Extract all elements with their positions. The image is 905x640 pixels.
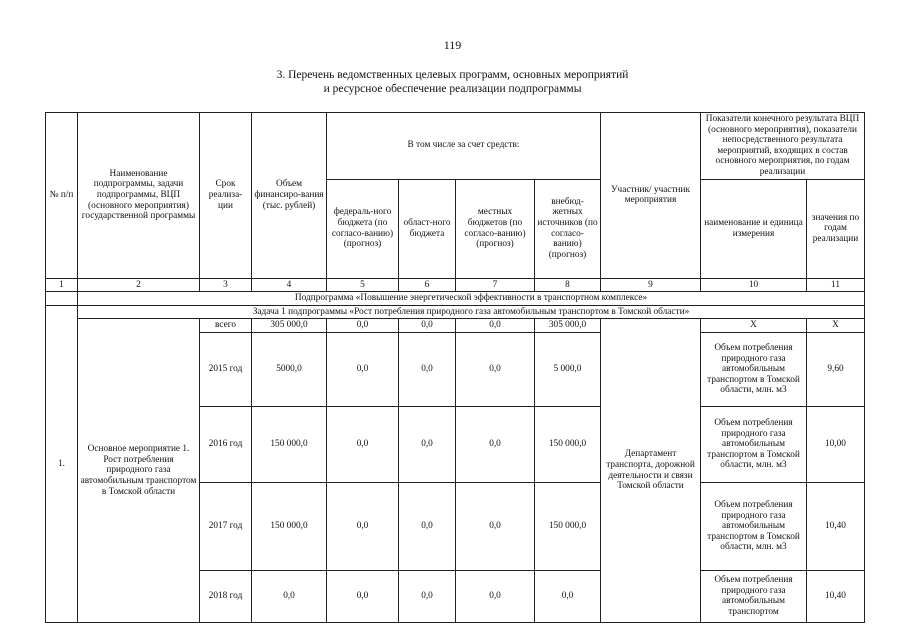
page-number: 119 xyxy=(443,38,462,52)
col-num: 2 xyxy=(78,278,200,292)
header-federal: федераль-ного бюджета (по согласо-ванию) (прогноз) xyxy=(327,179,399,278)
program-table xyxy=(45,112,865,623)
task-number: 1. xyxy=(46,305,78,622)
federal-cell: 0,0 xyxy=(327,406,399,482)
header-local: местных бюджетов (по согласо-ванию) (прогноз) xyxy=(456,179,535,278)
header-indicator: наименование и единица измерения xyxy=(701,179,807,278)
extra-cell: 150 000,0 xyxy=(535,482,601,570)
indicator-cell: Объем потребления природного газа автомобильным транспортом в Томской области, млн. м3 xyxy=(701,406,807,482)
period-cell: 2018 год xyxy=(200,570,252,622)
col-num: 3 xyxy=(200,278,252,292)
local-cell: 0,0 xyxy=(456,570,535,622)
period-cell: 2015 год xyxy=(200,332,252,406)
subprogram-title: Подпрограмма «Повышение энергетической эффективности в транспортном комплексе» xyxy=(78,292,865,306)
task-row xyxy=(46,305,865,319)
indicator-cell: Объем потребления природного газа автомобильным транспортом в Томской области, млн. м3 xyxy=(701,482,807,570)
indicator-cell: X xyxy=(701,319,807,333)
col-num: 9 xyxy=(601,278,701,292)
total-cell: 0,0 xyxy=(252,570,327,622)
local-cell: 0,0 xyxy=(456,332,535,406)
extra-cell: 150 000,0 xyxy=(535,406,601,482)
extra-cell: 5 000,0 xyxy=(535,332,601,406)
header-regional: област-ного бюджета xyxy=(399,179,456,278)
header-results-group: Показатели конечного результата ВЦП (основного мероприятия), показатели непосредственного результата мероприятий, входящих в состав основного мероприятия, по годам реализации xyxy=(701,113,865,180)
activity-name: Основное мероприятие 1. Рост потребления природного газа автомобильным транспортом в Томской области xyxy=(78,319,200,623)
col-num: 1 xyxy=(46,278,78,292)
col-num: 11 xyxy=(807,278,865,292)
regional-cell: 0,0 xyxy=(399,332,456,406)
value-cell: 9,60 xyxy=(807,332,865,406)
total-row xyxy=(46,319,865,333)
participant: Департамент транспорта, дорожной деятельности и связи Томской области xyxy=(601,319,701,623)
col-num: 7 xyxy=(456,278,535,292)
total-cell: 5000,0 xyxy=(252,332,327,406)
value-cell: 10,40 xyxy=(807,570,865,622)
regional-cell: 0,0 xyxy=(399,319,456,333)
header-values: значения по годам реализации xyxy=(807,179,865,278)
federal-cell: 0,0 xyxy=(327,570,399,622)
subprogram-row xyxy=(46,292,865,306)
col-num: 6 xyxy=(399,278,456,292)
header-extra: внебюд-жетных источников (по согласо-ванию) (прогноз) xyxy=(535,179,601,278)
period-cell: всего xyxy=(200,319,252,333)
federal-cell: 0,0 xyxy=(327,482,399,570)
period-cell: 2016 год xyxy=(200,406,252,482)
local-cell: 0,0 xyxy=(456,482,535,570)
header-period: Срок реализа-ции xyxy=(200,113,252,279)
local-cell: 0,0 xyxy=(456,319,535,333)
header-name: Наименование подпрограммы, задачи подпрограммы, ВЦП (основного мероприятия) государственной программы xyxy=(78,113,200,279)
federal-cell: 0,0 xyxy=(327,332,399,406)
regional-cell: 0,0 xyxy=(399,570,456,622)
col-num: 10 xyxy=(701,278,807,292)
header-participant: Участник/ участник мероприятия xyxy=(601,113,701,279)
federal-cell: 0,0 xyxy=(327,319,399,333)
col-num: 4 xyxy=(252,278,327,292)
value-cell: 10,00 xyxy=(807,406,865,482)
header-number: № п/п xyxy=(46,113,78,279)
value-cell: 10,40 xyxy=(807,482,865,570)
col-num: 5 xyxy=(327,278,399,292)
indicator-cell: Объем потребления природного газа автомобильным транспортом в Томской области, млн. м3 xyxy=(701,332,807,406)
total-cell: 150 000,0 xyxy=(252,482,327,570)
total-cell: 150 000,0 xyxy=(252,406,327,482)
period-cell: 2017 год xyxy=(200,482,252,570)
extra-cell: 305 000,0 xyxy=(535,319,601,333)
value-cell: X xyxy=(807,319,865,333)
indicator-cell: Объем потребления природного газа автомобильным транспортом xyxy=(701,570,807,622)
total-cell: 305 000,0 xyxy=(252,319,327,333)
title-line-2: и ресурсное обеспечение реализации подпрограммы xyxy=(323,83,582,95)
page-title xyxy=(0,68,905,96)
header-total: Объем финансиро-вания (тыс. рублей) xyxy=(252,113,327,279)
header-funding-group: В том числе за счет средств: xyxy=(327,113,601,180)
title-line-1: 3. Перечень ведомственных целевых программ, основных мероприятий xyxy=(276,69,629,81)
column-numbers-row xyxy=(46,278,865,292)
col-num: 8 xyxy=(535,278,601,292)
local-cell: 0,0 xyxy=(456,406,535,482)
extra-cell: 0,0 xyxy=(535,570,601,622)
regional-cell: 0,0 xyxy=(399,482,456,570)
regional-cell: 0,0 xyxy=(399,406,456,482)
task-title: Задача 1 подпрограммы «Рост потребления природного газа автомобильным транспортом в Томской области» xyxy=(78,305,865,319)
